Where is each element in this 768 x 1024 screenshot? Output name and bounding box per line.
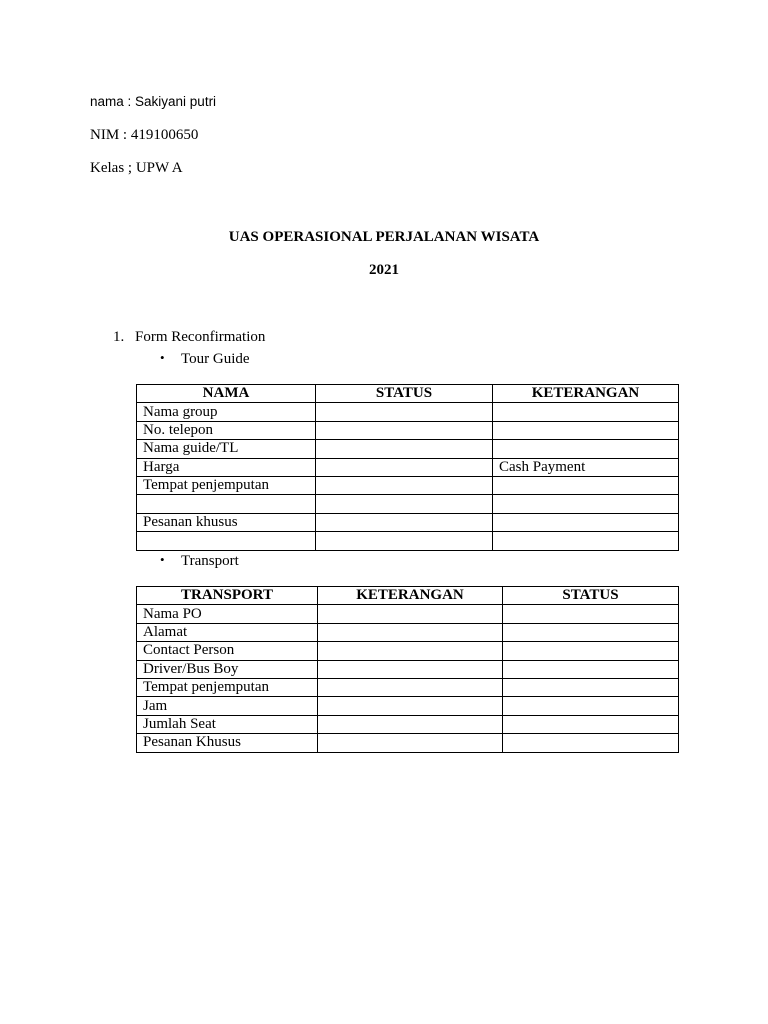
table-cell <box>493 495 679 513</box>
column-header: KETERANGAN <box>318 587 503 605</box>
table-cell <box>316 421 493 439</box>
column-header: NAMA <box>137 385 316 403</box>
table-row <box>137 421 679 439</box>
document-title: UAS OPERASIONAL PERJALANAN WISATA <box>228 229 540 245</box>
table-cell: Cash Payment <box>493 458 679 476</box>
table-cell: Jam <box>137 697 318 715</box>
table-cell <box>318 642 503 660</box>
table-cell <box>318 697 503 715</box>
table-cell: Contact Person <box>137 642 318 660</box>
bullet-icon: • <box>160 350 165 365</box>
table-cell: Tempat penjemputan <box>137 678 318 696</box>
table-cell <box>493 513 679 531</box>
table-row <box>137 476 679 494</box>
table-cell <box>316 440 493 458</box>
table-cell <box>503 697 679 715</box>
document-year: 2021 <box>369 262 399 278</box>
table-row <box>137 715 679 733</box>
student-name-line: nama : Sakiyani putri <box>90 94 217 109</box>
table-cell <box>316 476 493 494</box>
table-cell <box>503 734 679 752</box>
table-cell: Jumlah Seat <box>137 715 318 733</box>
table-row <box>137 458 679 476</box>
column-header: STATUS <box>316 385 493 403</box>
table-row <box>137 660 679 678</box>
table-row <box>137 678 679 696</box>
table-cell <box>137 532 316 550</box>
table-cell <box>318 715 503 733</box>
table-cell <box>318 678 503 696</box>
table-cell <box>503 642 679 660</box>
table-row <box>137 403 679 421</box>
table-cell: Nama guide/TL <box>137 440 316 458</box>
table-cell <box>316 513 493 531</box>
table-cell <box>316 403 493 421</box>
table-cell: Harga <box>137 458 316 476</box>
table-cell <box>503 678 679 696</box>
student-nim-line: NIM : 419100650 <box>90 127 199 143</box>
table-header-row <box>137 587 679 605</box>
table-cell <box>493 476 679 494</box>
table-header-row <box>137 385 679 403</box>
table-cell <box>493 532 679 550</box>
table-cell <box>503 605 679 623</box>
section-heading-form-reconfirmation: Form Reconfirmation <box>135 329 266 345</box>
table-cell: No. telepon <box>137 421 316 439</box>
table-cell <box>318 623 503 641</box>
table-row <box>137 440 679 458</box>
table-cell: Driver/Bus Boy <box>137 660 318 678</box>
table-cell: Pesanan khusus <box>137 513 316 531</box>
table-cell: Nama group <box>137 403 316 421</box>
table-cell: Alamat <box>137 623 318 641</box>
table-cell <box>493 440 679 458</box>
subsection-label-tour-guide: Tour Guide <box>181 351 250 367</box>
table-cell <box>493 421 679 439</box>
table-cell <box>503 715 679 733</box>
table-row <box>137 734 679 752</box>
student-class-line: Kelas ; UPW A <box>90 160 183 176</box>
column-header: TRANSPORT <box>137 587 318 605</box>
column-header: KETERANGAN <box>493 385 679 403</box>
table-cell <box>316 458 493 476</box>
table-row <box>137 623 679 641</box>
tour-guide-table <box>136 384 679 551</box>
table-cell: Nama PO <box>137 605 318 623</box>
transport-table <box>136 586 679 753</box>
table-cell <box>493 403 679 421</box>
table-cell: Tempat penjemputan <box>137 476 316 494</box>
table-row <box>137 495 679 513</box>
table-cell <box>318 734 503 752</box>
table-cell <box>137 495 316 513</box>
table-row <box>137 642 679 660</box>
table-cell: Pesanan Khusus <box>137 734 318 752</box>
table-row <box>137 605 679 623</box>
list-number: 1. <box>113 329 125 345</box>
bullet-icon: • <box>160 552 165 567</box>
subsection-label-transport: Transport <box>181 553 239 569</box>
table-row <box>137 513 679 531</box>
column-header: STATUS <box>503 587 679 605</box>
table-cell <box>316 532 493 550</box>
table-cell <box>503 623 679 641</box>
table-row <box>137 532 679 550</box>
table-cell <box>318 660 503 678</box>
table-cell <box>316 495 493 513</box>
table-cell <box>503 660 679 678</box>
table-row <box>137 697 679 715</box>
table-cell <box>318 605 503 623</box>
